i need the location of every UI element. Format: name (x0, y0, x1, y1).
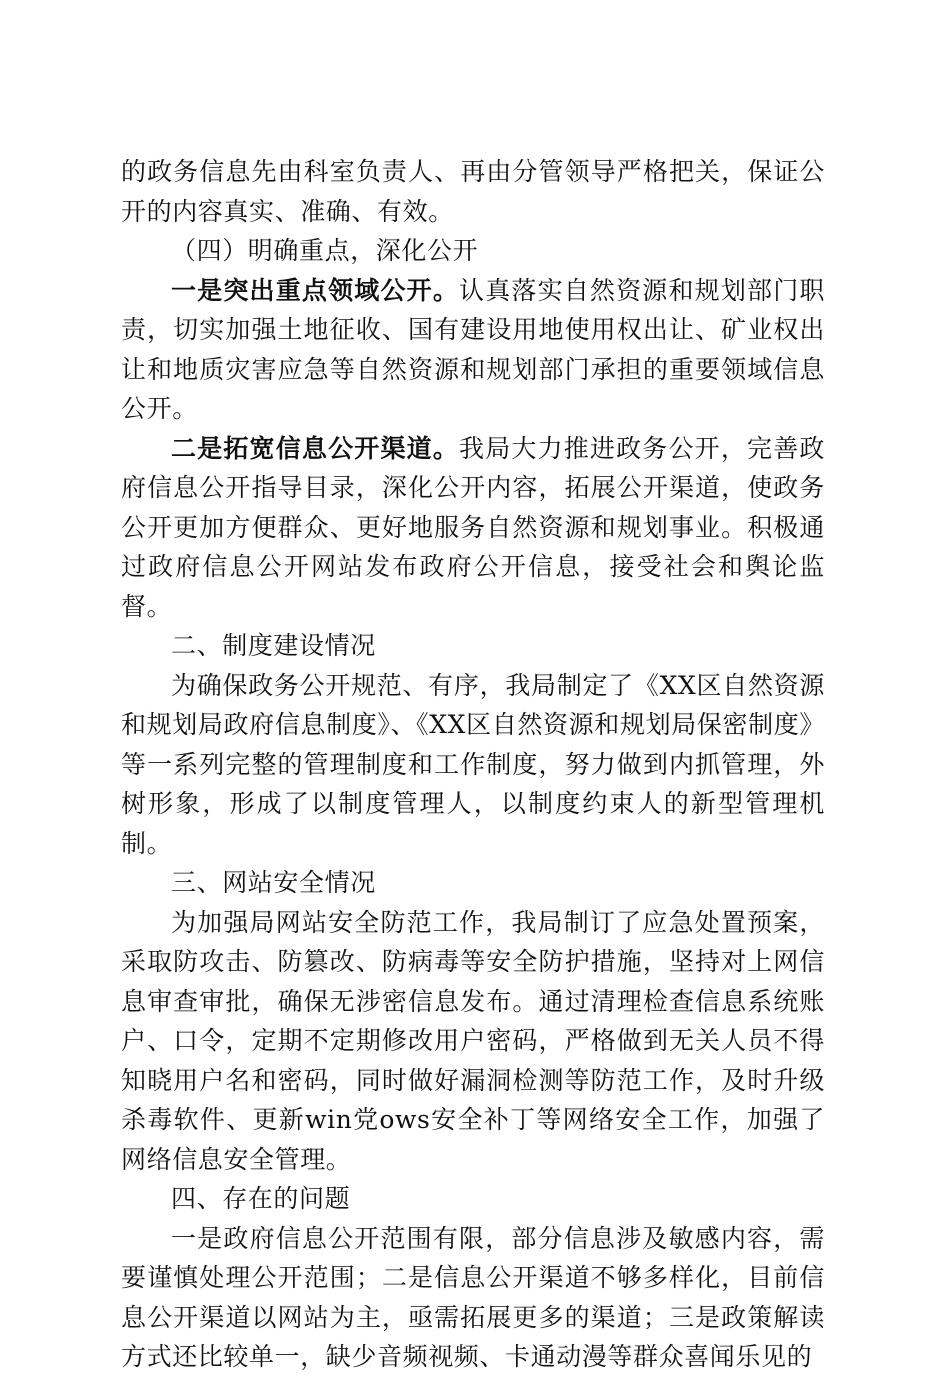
paragraph-body: 我局大力推进政务公开，完善政府信息公开指导目录，深化公开内容，拓展公开渠道，使政务公开更加方便群众、更好地服务自然资源和规划事业。积极通过政府信息公开网站发布政府公开信息，接受社会和舆论监督。 (121, 433, 825, 621)
subsection-heading: （四）明确重点，深化公开 (171, 236, 479, 265)
paragraph-continuation: 的政务信息先由科室负责人、再由分管领导严格把关，保证公开的内容真实、准确、有效。 (121, 157, 825, 226)
paragraph-problems: 一是政府信息公开范围有限，部分信息涉及敏感内容，需要谨慎处理公开范围；二是信息公开渠道不够多样化，目前信息公开渠道以网站为主，亟需拓展更多的渠道；三是政策解读方式还比较单一，缺少音频视频、卡通动漫等群众喜闻乐见的 (121, 1223, 825, 1371)
paragraph-lead: 二是拓宽信息公开渠道。 (171, 433, 460, 463)
section-heading-system: 二、制度建设情况 (171, 631, 376, 660)
paragraph-lead: 一是突出重点领域公开。 (171, 275, 460, 305)
document-body (121, 152, 825, 1377)
paragraph-key-areas (121, 271, 825, 429)
section-heading-website-security: 三、网站安全情况 (171, 868, 376, 897)
paragraph-website-security: 为加强局网站安全防范工作，我局制订了应急处置预案，采取防攻击、防篡改、防病毒等安全防护措施，坚持对上网信息审查审批，确保无涉密信息发布。通过清理检查信息系统账户、口令，定期不定期修改用户密码，严格做到无关人员不得知晓用户名和密码，同时做好漏洞检测等防范工作，及时升级杀毒软件、更新win党ows安全补丁等网络安全工作，加强了网络信息安全管理。 (121, 907, 825, 1174)
paragraph-channels (121, 429, 825, 627)
paragraph-body: 认真落实自然资源和规划部门职责，切实加强土地征收、国有建设用地使用权出让、矿业权出让和地质灾害应急等自然资源和规划部门承担的重要领域信息公开。 (121, 275, 825, 423)
paragraph-system: 为确保政务公开规范、有序，我局制定了《XX区自然资源和规划局政府信息制度》、《XX区自然资源和规划局保密制度》等一系列完整的管理制度和工作制度，努力做到内抓管理，外树形象，形成了以制度管理人，以制度约束人的新型管理机制。 (121, 670, 825, 858)
section-heading-problems: 四、存在的问题 (171, 1184, 351, 1213)
